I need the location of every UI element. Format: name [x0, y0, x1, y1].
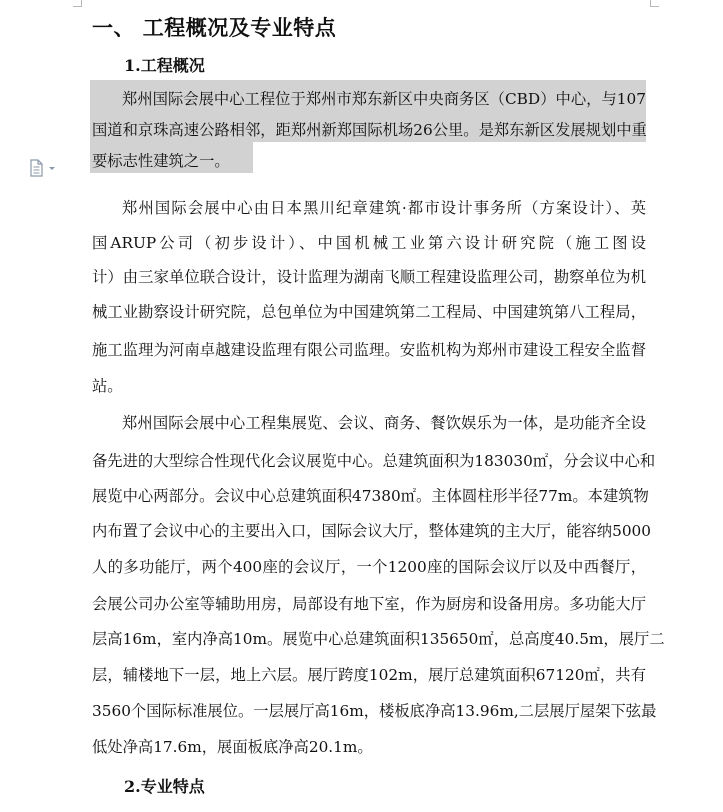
paragraph-line[interactable]: 人的多功能厅，两个400座的会议厅，一个1200座的国际会议厅以及中西餐厅， — [92, 558, 646, 576]
margin-corner-mark-left — [73, 0, 82, 7]
section-heading: 一、 工程概况及专业特点 — [92, 15, 337, 40]
paragraph-line[interactable]: 国ARUP公司（初步设计）、中国机械工业第六设计研究院（施工图设 — [92, 234, 646, 252]
document-options-icon[interactable] — [30, 159, 58, 177]
paragraph-line[interactable]: 械工业勘察设计研究院，总包单位为中国建筑第二工程局、中国建筑第八工程局， — [92, 303, 646, 321]
subheading-overview: 1.工程概况 — [124, 56, 205, 75]
subheading-features: 2.专业特点 — [124, 777, 205, 796]
paragraph-line[interactable]: 3560个国际标准展位。一层展厅高16m，楼板底净高13.96m,二层展厅屋架下弦最 — [92, 702, 657, 720]
paragraph-line[interactable]: 计）由三家单位联合设计，设计监理为湖南飞顺工程建设监理公司，勘察单位为机 — [92, 268, 646, 286]
paragraph-line[interactable]: 低处净高17.6m，展面板底净高20.1m。 — [92, 738, 373, 756]
paragraph-line[interactable]: 会展公司办公室等辅助用房，局部设有地下室，作为厨房和设备用房。多功能大厅 — [92, 595, 646, 613]
paragraph-line[interactable]: 郑州国际会展中心工程位于郑州市郑东新区中央商务区（CBD）中心，与107 — [122, 90, 646, 108]
paragraph-line[interactable]: 国道和京珠高速公路相邻，距郑州新郑国际机场26公里。是郑东新区发展规划中重 — [92, 121, 647, 139]
paragraph-line[interactable]: 展览中心两部分。会议中心总建筑面积47380㎡。主体圆柱形半径77m。本建筑物 — [92, 487, 649, 505]
margin-corner-mark-right — [650, 0, 659, 7]
paragraph-line[interactable]: 施工监理为河南卓越建设监理有限公司监理。安监机构为郑州市建设工程安全监督 — [92, 341, 646, 359]
paragraph-line[interactable]: 郑州国际会展中心工程集展览、会议、商务、餐饮娱乐为一体，是功能齐全设 — [122, 414, 646, 432]
paragraph-line[interactable]: 要标志性建筑之一。 — [92, 152, 230, 170]
paragraph-line[interactable]: 内布置了会议中心的主要出入口，国际会议大厅，整体建筑的主大厅，能容纳5000 — [92, 522, 652, 540]
paragraph-line[interactable]: 层高16m，室内净高10m。展览中心总建筑面积135650㎡，总高度40.5m，展厅二 — [92, 630, 665, 648]
paragraph-line[interactable]: 备先进的大型综合性现代化会议展览中心。总建筑面积为183030㎡，分会议中心和 — [92, 452, 656, 470]
paragraph-line[interactable]: 层，辅楼地下一层，地上六层。展厅跨度102m，展厅总建筑面积67120㎡，共有 — [92, 666, 646, 684]
paragraph-line[interactable]: 郑州国际会展中心由日本黑川纪章建筑·都市设计事务所（方案设计）、英 — [122, 199, 646, 217]
paragraph-line[interactable]: 站。 — [92, 377, 123, 395]
